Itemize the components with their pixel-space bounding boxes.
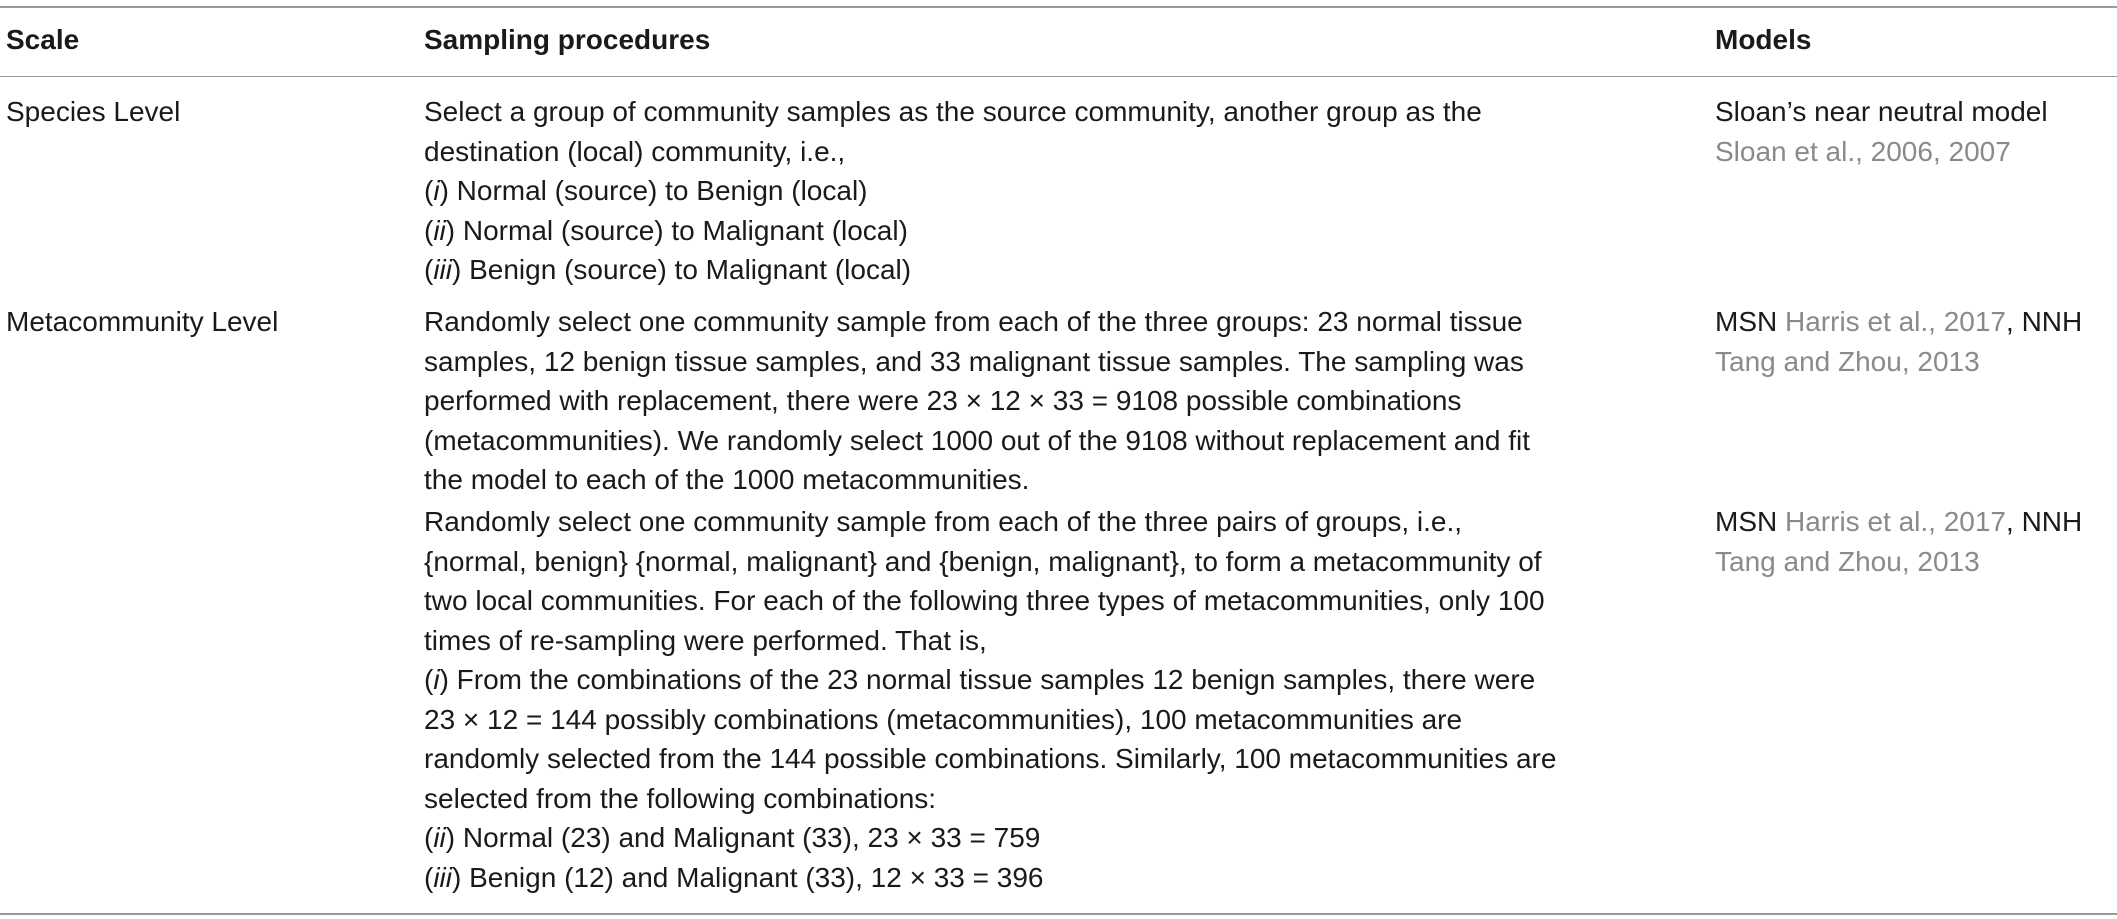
model-line: MSN Harris et al., 2017, NNH	[1715, 306, 2083, 337]
model-citation: Sloan et al., 2006, 2007	[1715, 135, 2011, 167]
row2-procedure-line: the model to each of the 1000 metacommunities.	[424, 464, 1030, 495]
row3-procedure-line: 23 × 12 = 144 possibly combinations (metacommunities), 100 metacommunities are	[424, 703, 1463, 735]
model-nnh-citation: Tang and Zhou, 2013	[1715, 545, 1980, 577]
item-numeral: i	[433, 664, 440, 695]
item-text: Normal (source) to Benign (local)	[448, 175, 868, 206]
row2-procedure	[424, 302, 1530, 500]
row2-procedure-line: samples, 12 benign tissue samples, and 33 malignant tissue samples. The sampling was	[424, 345, 1524, 377]
row3-procedure-line: two local communities. For each of the following three types of metacommunities, only 100	[424, 585, 1545, 616]
row3-item: (iii) Benign (12) and Malignant (33), 12 × 33 = 396	[424, 861, 1044, 893]
table-top-rule	[0, 6, 2117, 8]
header-models: Models	[1715, 24, 1812, 55]
model-nnh: NNH	[2021, 306, 2083, 337]
item-text: Normal (23) and Malignant (33), 23 × 33 = 759	[455, 822, 1041, 853]
item-text: From the combinations of the 23 normal tissue samples 12 benign samples, there were	[448, 664, 1536, 695]
row1-item: (i) Normal (source) to Benign (local)	[424, 175, 868, 206]
item-numeral: iii	[433, 861, 452, 893]
row3-procedure-line: times of re-sampling were performed. That is,	[424, 624, 987, 656]
model-line: MSN Harris et al., 2017, NNH	[1715, 506, 2083, 537]
row3-item: (ii) Normal (23) and Malignant (33), 23 × 33 = 759	[424, 822, 1041, 853]
row1-item: (ii) Normal (source) to Malignant (local)	[424, 214, 908, 246]
item-numeral: iii	[433, 254, 452, 285]
row2-procedure-line: Randomly select one community sample from each of the three groups: 23 normal tissue	[424, 306, 1523, 337]
row3-procedure-line: selected from the following combinations:	[424, 782, 937, 814]
row1-models	[1715, 92, 2048, 171]
row1-procedure	[424, 92, 1482, 290]
row1-scale: Species Level	[6, 96, 181, 127]
row3-procedure-line: Randomly select one community sample from each of the three pairs of groups, i.e.,	[424, 506, 1463, 537]
item-text: Normal (source) to Malignant (local)	[455, 214, 908, 246]
item-numeral: i	[433, 175, 440, 206]
model-msn-citation: Harris et al., 2017	[1785, 306, 2007, 337]
row3-procedure-line: {normal, benign} {normal, malignant} and {benign, malignant}, to form a metacommunity of	[424, 545, 1542, 577]
row3-models	[1715, 502, 2082, 581]
table-bottom-rule	[0, 913, 2117, 915]
header-sampling-procedures: Sampling procedures	[424, 24, 711, 55]
header-scale: Scale	[6, 24, 80, 55]
row2-scale: Metacommunity Level	[6, 306, 279, 337]
row1-procedure-line: destination (local) community, i.e.,	[424, 135, 846, 167]
row3-item: (i) From the combinations of the 23 normal tissue samples 12 benign samples, there were	[424, 664, 1536, 695]
item-numeral: ii	[433, 214, 446, 246]
row3-procedure	[424, 502, 1556, 897]
item-text: Benign (12) and Malignant (33), 12 × 33 = 396	[461, 861, 1044, 893]
model-nnh: NNH	[2021, 506, 2083, 537]
model-name: Sloan’s near neutral model	[1715, 96, 2048, 127]
row2-procedure-line: (metacommunities). We randomly select 1000 out of the 9108 without replacement and fit	[424, 424, 1531, 456]
item-text: Benign (source) to Malignant (local)	[461, 254, 912, 285]
model-nnh-citation: Tang and Zhou, 2013	[1715, 345, 1980, 377]
model-msn: MSN	[1715, 306, 1778, 337]
row2-procedure-line: performed with replacement, there were 23 × 12 × 33 = 9108 possible combinations	[424, 385, 1462, 416]
model-msn-citation: Harris et al., 2017	[1785, 506, 2007, 537]
header-rule	[0, 76, 2117, 77]
row3-procedure-line: randomly selected from the 144 possible combinations. Similarly, 100 metacommunities are	[424, 743, 1557, 774]
item-numeral: ii	[433, 822, 446, 853]
row2-models	[1715, 302, 2082, 381]
row1-item: (iii) Benign (source) to Malignant (local)	[424, 254, 912, 285]
model-msn: MSN	[1715, 506, 1778, 537]
row1-procedure-line: Select a group of community samples as the source community, another group as the	[424, 96, 1482, 127]
